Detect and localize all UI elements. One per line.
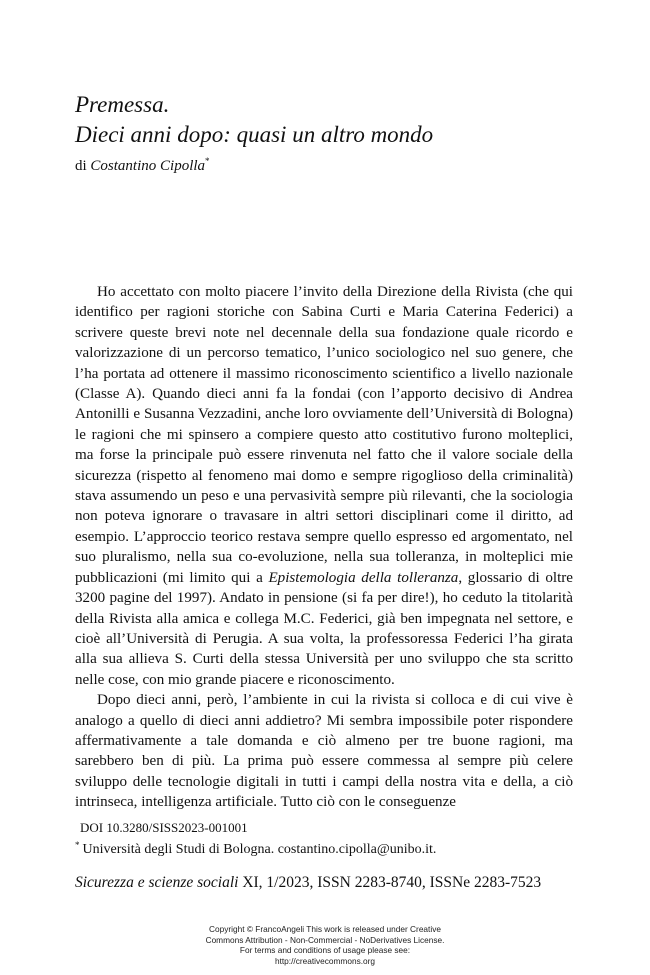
- by-prefix: di: [75, 158, 87, 174]
- copyright-line: Copyright © FrancoAngeli This work is released under Creative: [209, 924, 441, 934]
- copyright-link[interactable]: http://creativecommons.org: [274, 955, 376, 966]
- author-name: Costantino Cipolla: [90, 158, 206, 174]
- title-line-2: Dieci anni dopo: quasi un altro mondo: [75, 122, 434, 147]
- byline: [75, 151, 210, 176]
- article-body: [75, 282, 573, 813]
- article-title: [75, 90, 433, 150]
- footnote: [75, 836, 436, 859]
- paragraph-2: Dopo dieci anni, però, l’ambiente in cui la rivista si colloca e di cui vive è analogo a quello di dieci anni addietro? Mi sembra impossibile poter rispondere affermativamente a tale domanda e ciò almeno per tre buone ragioni, ma sarebbero ben di più. La prima può essere commessa al sempre più celere sviluppo delle tecnologie digitali in tutti i campi della nostra vita e della, a ciò intrinseca, intelligenza artificiale. Tutto ciò con le conseguenze: [75, 692, 573, 811]
- journal-citation: [75, 873, 541, 893]
- journal-info: XI, 1/2023, ISSN 2283-8740, ISSNe 2283-7523: [238, 874, 542, 891]
- doi: DOI 10.3280/SISS2023-001001: [80, 820, 248, 835]
- paragraph-1-part-a: Ho accettato con molto piacere l’invito della Direzione della Rivista (che qui identifico per ragioni storiche con Sabina Curti e Maria Caterina Federici) a scrivere queste brevi note nel decennale della sua fondazione quale ricordo e valorizzazione di un percorso tematico, l’unico sociologico nel suo genere, che l’ha portata ad ottenere il massimo riconoscimento scientifico a livello nazionale (Classe A). Quando dieci anni fa la fondai (con l’apporto decisivo di Andrea Antonilli e Susanna Vezzadini, anche loro ovviamente dell’Università di Bologna) le ragioni che mi spinsero a compiere questo atto costitutivo furono molteplici, ma forse la principale può essere rinvenuta nel fatto che il valore sociale della sicurezza (rispetto al fenomeno mai domo e sempre rigoglioso della criminalità) stava assumendo un peso e una pervasività sempre più rilevanti, che la sociologia non poteva ignorare o travasare in altri settori disciplinari come il diritto, ad esempio. L’approccio teorico restava sempre quello espresso ed argomentato, nel suo pluralismo, nella sua co-evoluzione, nella sua tolleranza, in molteplici mie pubblicazioni (mi limito qui a: [75, 284, 573, 586]
- copyright-line: Commons Attribution - Non-Commercial - NoDerivatives License.: [205, 934, 445, 945]
- copyright-line: For terms and conditions of usage please see:: [239, 945, 411, 956]
- footnote-text: Università degli Studi di Bologna. costantino.cipolla@unibo.it.: [82, 842, 437, 857]
- paragraph-1: [75, 282, 573, 690]
- cited-title: Epistemologia della tolleranza: [268, 569, 459, 586]
- footnote-mark: *: [75, 840, 80, 850]
- author-footnote-mark: *: [205, 156, 210, 166]
- paragraph-1-part-b: , glossario di oltre 3200 pagine del 1997). Andato in pensione (si fa per dire!), ho ceduto la titolarità della Rivista alla amica e collega M.C. Federici, già ben impegnata nel settore, e cioè all’Università di Perugia. A sua volta, la professoressa Federici l’ha girata alla sua allieva S. Curti della stessa Università per uno sviluppo che sta scritto nelle cose, con mio grande piacere e riconoscimento.: [75, 569, 573, 688]
- title-line-1: Premessa.: [75, 92, 170, 117]
- journal-name: Sicurezza e scienze sociali: [75, 874, 239, 891]
- copyright-notice: [0, 924, 650, 966]
